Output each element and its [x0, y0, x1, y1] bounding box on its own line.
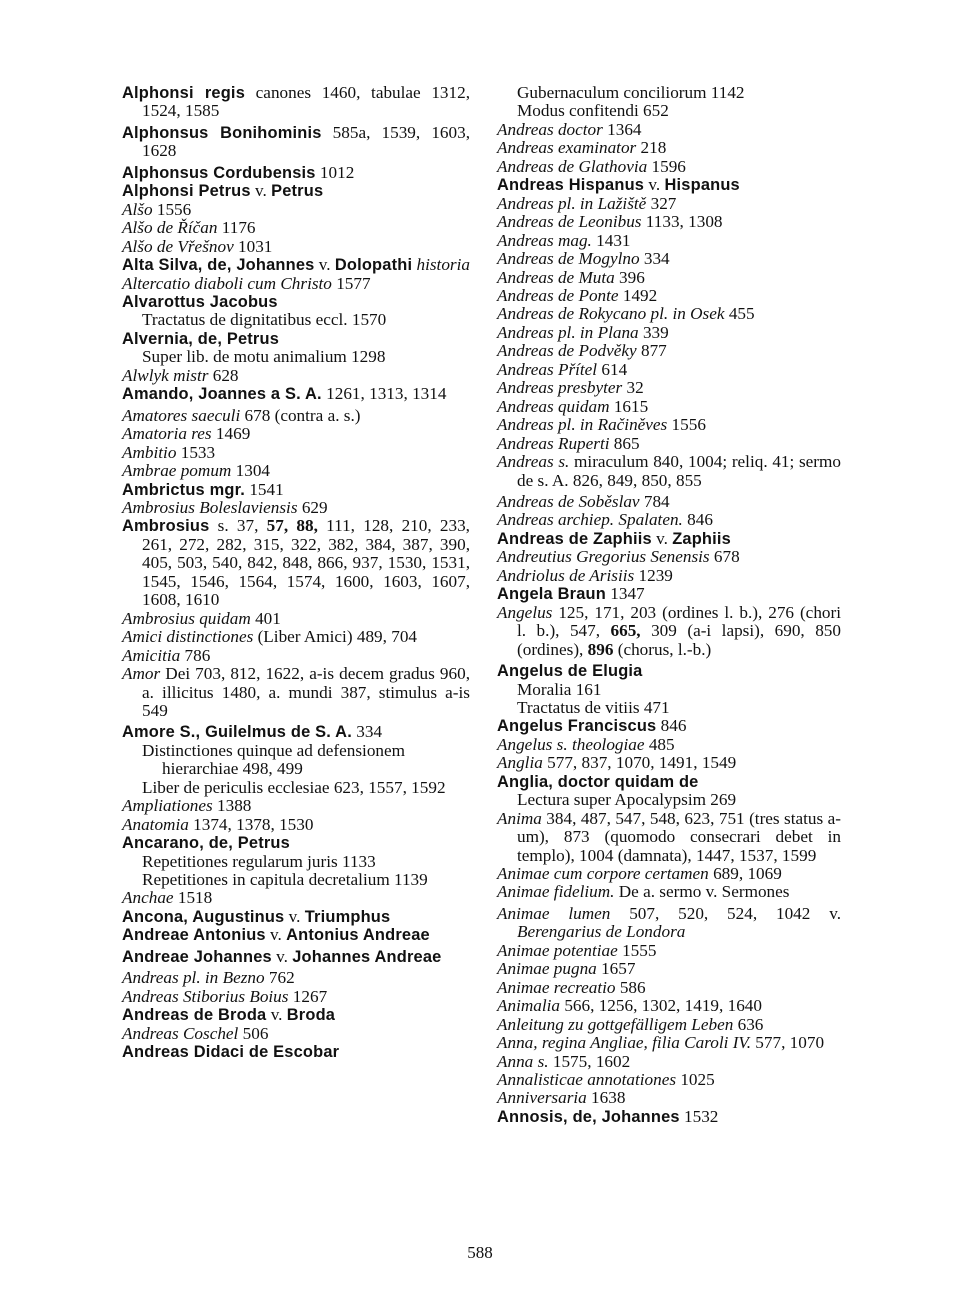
italic-text: Andreas pl. in Račiněves	[497, 415, 668, 435]
italic-text: Amicitia	[122, 645, 181, 665]
index-subentry	[497, 791, 841, 809]
text-run: 614	[597, 359, 628, 379]
text-run: Repetitiones in capitula decretalium 1139	[142, 870, 428, 890]
text-run: Dei 703, 812, 1622, a-is decem gradus 960, a. illicitus 1480, a. mundi 387, stimulus a-is 549	[142, 664, 470, 720]
text-run: 1304	[231, 461, 270, 481]
text-run: Gubernaculum conciliorum 1142	[517, 83, 745, 102]
text-run: 1615	[609, 396, 649, 416]
index-entry	[122, 926, 470, 944]
index-entry	[122, 164, 470, 182]
index-entry	[122, 367, 470, 385]
index-entry	[497, 176, 841, 194]
headword-bold: Andreae Antonius	[122, 926, 266, 945]
text-run: 32	[622, 378, 644, 398]
text-run: canones 1460, tabulae 1312, 1524, 1585	[142, 83, 471, 121]
text-run: Tractatus de vitiis 471	[517, 697, 670, 717]
text-run: 1388	[212, 796, 252, 816]
index-entry	[497, 250, 841, 268]
text-run: v.	[314, 255, 335, 275]
index-column-left	[122, 84, 470, 1062]
index-entry	[497, 905, 841, 942]
index-entry	[122, 330, 470, 348]
index-entry	[497, 511, 841, 529]
index-subentry	[497, 699, 841, 717]
headword-bold: Ambrosius	[122, 517, 210, 536]
headword-bold: Johannes Andreae	[292, 947, 442, 966]
italic-text: Alšo	[122, 199, 153, 219]
index-entry	[497, 1108, 841, 1126]
index-entry	[497, 736, 841, 754]
index-subentry	[122, 779, 470, 797]
italic-text: Andreas de Muta	[497, 267, 615, 287]
italic-text: Animalia	[497, 996, 561, 1016]
index-entry	[122, 84, 470, 121]
italic-text: Anima	[497, 808, 542, 828]
italic-text: Ampliationes	[122, 796, 213, 816]
italic-text: Animae cum corpore certamen	[497, 864, 709, 884]
text-run: s. 37,	[209, 516, 267, 536]
headword-bold: Amore S., Guilelmus de S. A.	[122, 723, 352, 742]
index-entry	[497, 1034, 841, 1052]
italic-text: Amatores saeculi	[122, 405, 241, 425]
text-run: 1638	[586, 1088, 626, 1108]
index-entry	[122, 238, 470, 256]
headword-bold: Alvernia, de, Petrus	[122, 329, 280, 348]
text-run: 577, 1070	[751, 1033, 825, 1053]
text-run: 1532	[679, 1106, 719, 1126]
index-entry	[497, 810, 841, 865]
index-entry	[122, 425, 470, 443]
index-entry	[122, 948, 470, 966]
italic-text: Andreas archiep. Spalaten.	[497, 510, 683, 530]
index-entry	[122, 517, 470, 609]
index-entry	[122, 407, 470, 425]
index-entry	[497, 158, 841, 176]
index-entry	[122, 444, 470, 462]
italic-text: Andreas de Mogylno	[497, 249, 640, 269]
text-run: 334	[351, 722, 383, 742]
index-entry	[497, 269, 841, 287]
italic-text: Andreas pl. in Bezno	[122, 968, 265, 988]
index-entry	[497, 773, 841, 791]
text-run: (chorus, l.-b.)	[613, 639, 712, 659]
text-run: 334	[639, 249, 670, 269]
index-entry	[122, 969, 470, 987]
index-entry	[497, 567, 841, 585]
text-run: 1657	[596, 959, 636, 979]
italic-text: Animae fidelium.	[497, 882, 615, 902]
index-subentry	[122, 742, 470, 779]
headword-bold: Alphonsi Petrus	[122, 182, 251, 201]
index-entry	[122, 816, 470, 834]
text-run: 1556	[152, 199, 192, 219]
text-run: 339	[638, 322, 669, 342]
italic-text: Alwlyk mistr	[122, 365, 209, 385]
headword-bold: Antonius Andreae	[286, 926, 430, 945]
index-entry	[497, 213, 841, 231]
bold-number: 665,	[610, 621, 641, 641]
text-run: Moralia 161	[517, 679, 602, 699]
text-run: 1176	[217, 218, 256, 238]
text-run: Lectura super Apocalypsim 269	[517, 790, 737, 810]
text-run: 507, 520, 524, 1042 v.	[610, 903, 841, 923]
italic-text: Andriolus de Arisiis	[497, 565, 635, 585]
text-run: 786	[180, 645, 211, 665]
page-number: 588	[467, 1243, 493, 1262]
text-run: 678	[709, 547, 740, 567]
index-entry	[497, 1016, 841, 1034]
index-entry	[122, 256, 470, 274]
text-run: Modus confitendi 652	[517, 101, 669, 121]
index-entry	[497, 398, 841, 416]
index-entry	[122, 889, 470, 907]
text-run: 1239	[634, 565, 673, 585]
headword-bold: Andreae Johannes	[122, 947, 272, 966]
index-entry	[122, 1006, 470, 1024]
italic-text: Ambrosius quidam	[122, 608, 251, 628]
index-entry	[497, 662, 841, 680]
bold-number: 896	[587, 639, 614, 659]
text-run: 1364	[602, 119, 642, 139]
index-entry	[497, 232, 841, 250]
headword-bold: Annosis, de, Johannes	[497, 1107, 680, 1126]
italic-text: Andreas de Podvěky	[497, 341, 637, 361]
bold-number: 57, 88,	[266, 516, 318, 536]
index-entry	[122, 723, 470, 741]
italic-text: Andreas Coschel	[122, 1023, 239, 1043]
headword-bold: Dolopathi	[334, 256, 413, 275]
index-column-right	[497, 84, 841, 1126]
headword-bold: Angelus de Elugia	[497, 662, 643, 681]
text-run: 1596	[647, 156, 686, 176]
text-run: v.	[250, 181, 272, 201]
headword-bold: Alvarottus Jacobus	[122, 292, 278, 311]
italic-text: Andreas pl. in Plana	[497, 322, 639, 342]
headword-bold: Andreas de Zaphiis	[497, 529, 652, 548]
index-entry	[122, 834, 470, 852]
italic-text: Anniversaria	[497, 1088, 587, 1108]
italic-text: Animae pugna	[497, 959, 597, 979]
text-run: 846	[682, 510, 713, 530]
text-run: 1556	[667, 415, 706, 435]
text-run: 586	[615, 977, 646, 997]
index-entry	[497, 305, 841, 323]
text-run: Liber de periculis ecclesiae 623, 1557, 1592	[142, 777, 446, 797]
italic-text: Anchae	[122, 888, 174, 908]
index-subentry	[122, 348, 470, 366]
text-run: 628	[208, 365, 239, 385]
text-run: (Liber Amici) 489, 704	[253, 627, 418, 647]
italic-text: Anatomia	[122, 814, 189, 834]
italic-text: Andreas doctor	[497, 119, 603, 139]
text-run: 577, 837, 1070, 1491, 1549	[542, 753, 737, 773]
index-entry	[122, 219, 470, 237]
index-subentry	[122, 871, 470, 889]
index-subentry	[497, 681, 841, 699]
text-run: Tractatus de dignitatibus eccl. 1570	[142, 310, 387, 330]
index-entry	[122, 647, 470, 665]
text-run: 1261, 1313, 1314	[321, 384, 447, 404]
index-entry	[122, 275, 470, 293]
text-run: 1469	[211, 424, 251, 444]
text-run: 846	[656, 716, 687, 736]
index-entry	[122, 293, 470, 311]
index-entry	[497, 1053, 841, 1071]
italic-text: Ambitio	[122, 442, 177, 462]
headword-bold: Amando, Joannes a S. A.	[122, 385, 322, 404]
italic-text: Andreas quidam	[497, 396, 610, 416]
italic-text: Alšo de Vřešnov	[122, 236, 234, 256]
text-run: 309 (a-i lapsi), 690, 850 (ordines),	[517, 621, 841, 659]
text-run: v.	[265, 925, 287, 945]
italic-text: Amor	[122, 664, 161, 684]
headword-bold: Andreas Hispanus	[497, 176, 645, 195]
index-entry	[497, 865, 841, 883]
index-entry	[122, 665, 470, 720]
text-run: 327	[646, 193, 677, 213]
index-entry	[497, 754, 841, 772]
italic-text: Ambrosius Boleslaviensis	[122, 497, 298, 517]
italic-text: Alšo de Říčan	[122, 218, 218, 238]
text-run: v.	[284, 906, 305, 926]
index-entry	[122, 201, 470, 219]
text-run: 1347	[605, 584, 645, 604]
text-run: 485	[644, 734, 675, 754]
index-entry	[122, 481, 470, 499]
headword-bold: Angela Braun	[497, 585, 606, 604]
text-run: 865	[609, 433, 640, 453]
italic-text: Animae potentiae	[497, 940, 618, 960]
italic-text: Andreutius Gregorius Senensis	[497, 547, 710, 567]
italic-text: Andreas s.	[497, 452, 570, 472]
index-entry	[497, 1071, 841, 1089]
italic-text: Andreas Ruperti	[497, 433, 610, 453]
text-run: 1555	[617, 940, 657, 960]
headword-bold: Angelus Franciscus	[497, 717, 657, 736]
text-run: Repetitiones regularum juris 1133	[142, 851, 376, 871]
text-run: 506	[238, 1023, 269, 1043]
index-entry	[122, 1043, 470, 1061]
headword-bold: Ambrictus mgr.	[122, 480, 246, 499]
index-entry	[497, 717, 841, 735]
text-run: 1031	[233, 236, 273, 256]
italic-text: Andreas examinator	[497, 138, 637, 158]
index-entry	[497, 435, 841, 453]
text-run: v.	[644, 175, 665, 195]
italic-text: Anglia	[497, 753, 543, 773]
index-entry	[497, 1089, 841, 1107]
text-run: 585a, 1539, 1603, 1628	[142, 122, 470, 161]
italic-text: Andreas de Soběslav	[497, 491, 640, 511]
text-run: 1025	[676, 1070, 715, 1090]
index-entry	[497, 379, 841, 397]
italic-text: Angelus s. theologiae	[497, 734, 645, 754]
headword-bold: Alta Silva, de, Johannes	[122, 256, 315, 275]
index-entry	[122, 385, 470, 403]
index-entry	[122, 908, 470, 926]
italic-text: Ambrae pomum	[122, 461, 232, 481]
text-run: 1431	[591, 230, 631, 250]
text-run: 1518	[173, 888, 213, 908]
text-run: 784	[639, 491, 670, 511]
index-subentry	[497, 84, 841, 102]
text-run: 1374, 1378, 1530	[188, 814, 314, 834]
italic-text: Anleitung zu gottgefälligem Leben	[497, 1014, 734, 1034]
italic-text: Anna s.	[497, 1051, 549, 1071]
index-entry	[497, 604, 841, 659]
headword-bold: Andreas Didaci de Escobar	[122, 1043, 340, 1062]
text-run: 877	[636, 341, 667, 361]
italic-text: Andreas Přítel	[497, 359, 598, 379]
index-entry	[497, 453, 841, 490]
italic-text: historia	[412, 255, 470, 275]
italic-text: Annalisticae annotationes	[497, 1070, 677, 1090]
italic-text: Andreas mag.	[497, 230, 592, 250]
italic-text: Andreas presbyter	[497, 378, 623, 398]
italic-text: Angelus	[497, 602, 553, 622]
italic-text: Animae recreatio	[497, 977, 616, 997]
text-run: 629	[297, 497, 328, 517]
headword-bold: Hispanus	[664, 176, 740, 195]
text-run: 125, 171, 203 (ordines l. b.), 276 (chori l. b.), 547,	[517, 602, 841, 641]
index-entry	[497, 493, 841, 511]
text-run: 636	[733, 1014, 764, 1034]
index-entry	[497, 979, 841, 997]
index-subentry	[497, 102, 841, 120]
index-subentry	[122, 853, 470, 871]
index-entry	[122, 628, 470, 646]
headword-bold: Andreas de Broda	[122, 1006, 267, 1025]
text-run: 455	[724, 304, 755, 324]
headword-bold: Petrus	[271, 182, 324, 201]
text-run: 1133, 1308	[641, 212, 723, 232]
text-run: 1533	[176, 442, 216, 462]
italic-text: Altercatio diaboli cum Christo	[122, 273, 332, 293]
italic-text: Andreas de Ponte	[497, 285, 619, 305]
italic-text: Andreas pl. in Lažiště	[497, 193, 647, 213]
italic-text: Amatoria res	[122, 424, 212, 444]
headword-bold: Alphonsi regis	[122, 84, 246, 102]
italic-text: Amici distinctiones	[122, 627, 254, 647]
headword-bold: Ancarano, de, Petrus	[122, 834, 290, 853]
index-entry	[497, 139, 841, 157]
headword-bold: Anglia, doctor quidam de	[497, 772, 699, 791]
text-run: 401	[250, 608, 281, 628]
headword-bold: Alphonsus Cordubensis	[122, 163, 316, 182]
text-run: 689, 1069	[708, 864, 782, 884]
text-run: De a. sermo v. Sermones	[614, 882, 790, 902]
index-entry	[497, 287, 841, 305]
index-entry	[497, 361, 841, 379]
index-entry	[497, 416, 841, 434]
index-entry	[122, 988, 470, 1006]
text-run: 1492	[618, 285, 658, 305]
headword-bold: Zaphiis	[672, 529, 731, 548]
text-run: 218	[636, 138, 667, 158]
headword-bold: Broda	[286, 1006, 336, 1025]
index-entry	[497, 997, 841, 1015]
text-run: 111, 128, 210, 233, 261, 272, 282, 315, 322, 382, 384, 387, 390, 405, 503, 540, 842, 848, 866, 937, 1530, 1531, 1545, 1546, 1564, 1574, 1600, 1603, 1607, 1608, 1610	[142, 516, 470, 610]
index-entry	[122, 499, 470, 517]
index-entry	[122, 1025, 470, 1043]
index-entry	[497, 342, 841, 360]
headword-bold: Triumphus	[304, 907, 391, 926]
italic-text: Animae lumen	[497, 903, 611, 923]
text-run: 1575, 1602	[548, 1051, 631, 1071]
index-entry	[122, 797, 470, 815]
text-run: Super lib. de motu animalium 1298	[142, 347, 386, 367]
headword-bold: Ancona, Augustinus	[122, 907, 285, 926]
text-run: v.	[266, 1005, 287, 1025]
text-run: v.	[271, 946, 293, 966]
text-run: 384, 487, 547, 548, 623, 751 (tres status a-um), 873 (quomodo consecrari debet in templo), 1004 (damnata), 1447, 1537, 1599	[517, 808, 841, 865]
italic-text: Anna, regina Angliae, filia Caroli IV.	[497, 1033, 751, 1053]
text-run: 566, 1256, 1302, 1419, 1640	[560, 996, 762, 1016]
italic-text: Andreas de Rokycano pl. in Osek	[497, 304, 725, 324]
index-entry	[497, 121, 841, 139]
text-run: Distinctiones quinque ad defensionem hierarchiae 498, 499	[142, 740, 406, 779]
text-run: 396	[614, 267, 645, 287]
index-entry	[497, 960, 841, 978]
italic-text: Andreas de Leonibus	[497, 212, 642, 232]
text-run: miraculum 840, 1004; reliq. 41; sermo de s. A. 826, 849, 850, 855	[517, 452, 841, 490]
text-run: v.	[651, 528, 673, 548]
index-entry	[497, 324, 841, 342]
index-entry	[497, 883, 841, 901]
text-run: 762	[264, 968, 295, 988]
italic-text: Andreas de Glathovia	[497, 156, 648, 176]
index-entry	[497, 942, 841, 960]
index-entry	[122, 462, 470, 480]
text-run: 1012	[315, 162, 355, 182]
text-run: 1541	[245, 479, 284, 499]
italic-text: Andreas Stiborius Boius	[122, 986, 289, 1006]
headword-bold: Alphonsus Bonihominis	[122, 123, 322, 142]
index-entry	[497, 195, 841, 213]
index-subentry	[122, 311, 470, 329]
italic-text: Berengarius de Londora	[517, 922, 686, 942]
index-entry	[122, 124, 470, 161]
index-entry	[122, 182, 470, 200]
index-entry	[497, 585, 841, 603]
text-run: 1267	[288, 986, 328, 1006]
text-run: 1577	[331, 273, 371, 293]
index-entry	[497, 530, 841, 548]
text-run: 678 (contra a. s.)	[240, 405, 361, 425]
index-entry	[497, 548, 841, 566]
index-entry	[122, 610, 470, 628]
